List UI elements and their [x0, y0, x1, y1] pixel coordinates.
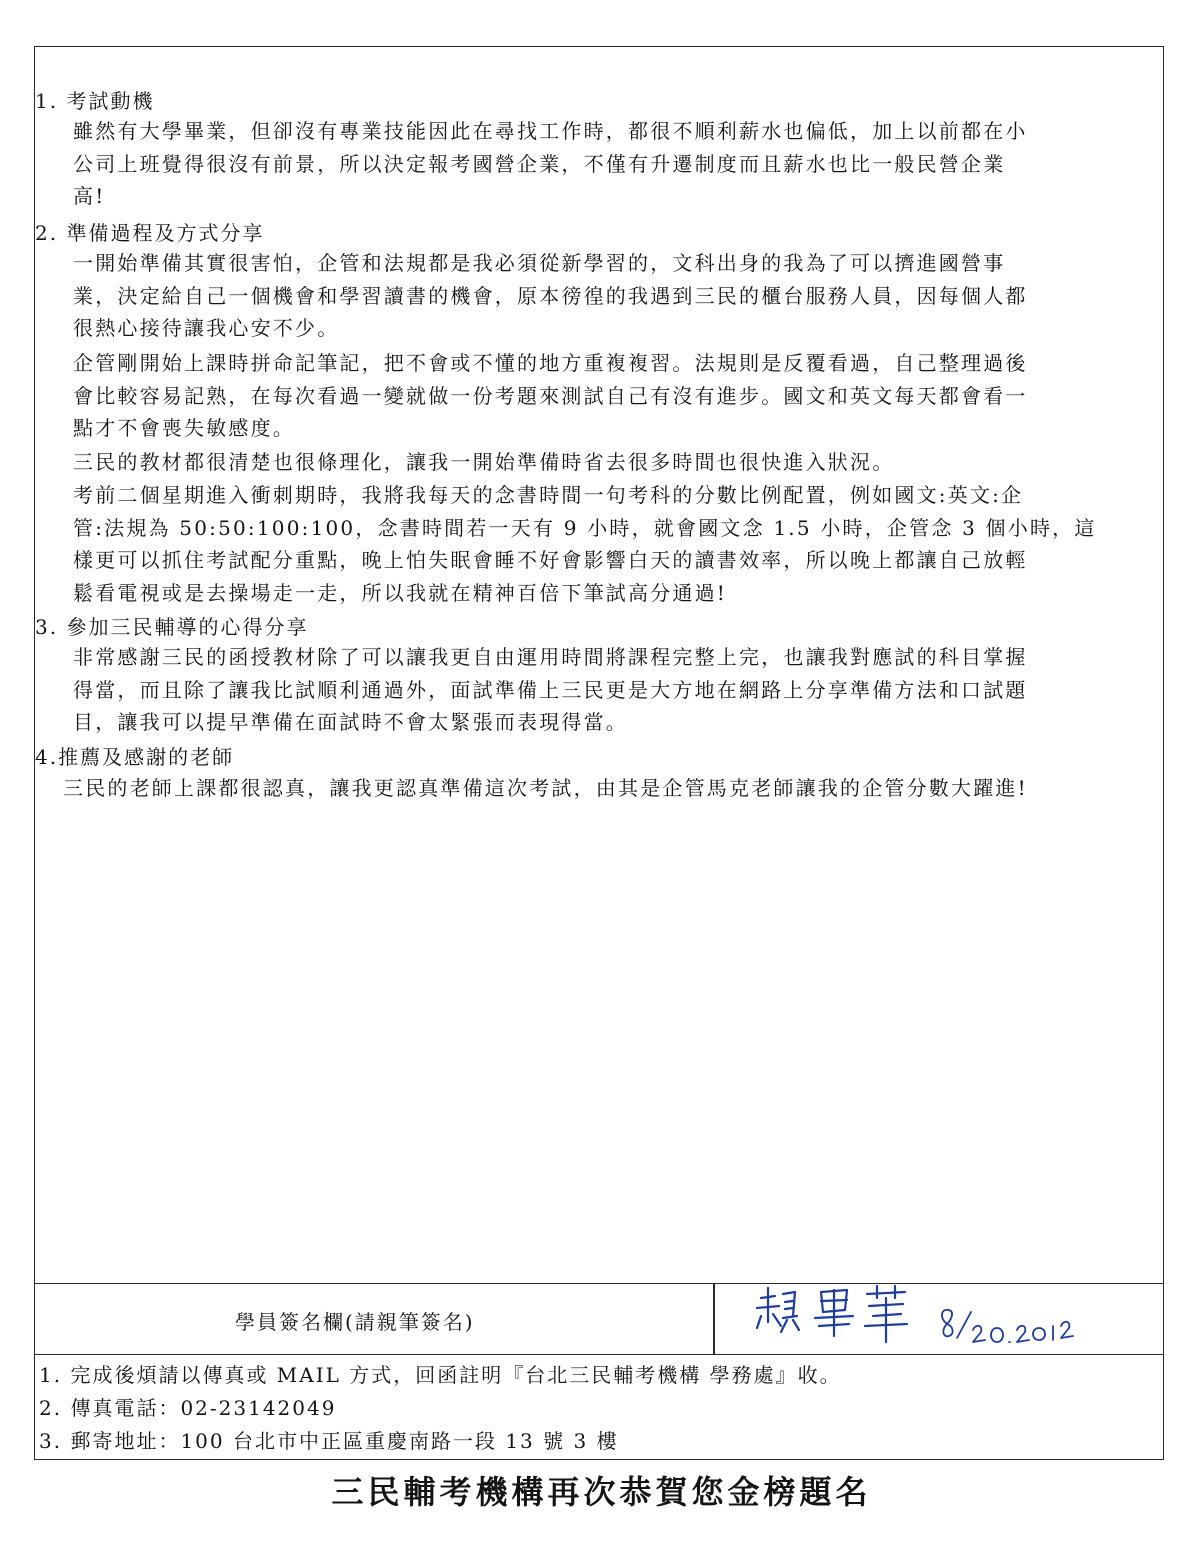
instruction-address: 3. 郵寄地址：100 台北市中正區重慶南路一段 13 號 3 樓 [39, 1429, 619, 1453]
paragraph-preparation-sprint: 考前二個星期進入衝刺期時，我將我每天的念書時間一句考科的分數比例配置，例如國文:英文:企 管:法規為 50:50:100:100，念書時間若一天有 9 小時，就會國文念 1.5 小時，企管念 3 個小時，這 樣更可以抓住考試配分重點，晚上怕失眠會睡不好會影響白天的讀書效率，所以晚上都讓自己放輕 鬆看電視或是去操場走一走，所以我就在精神百倍下筆試高分通過! [73, 483, 1097, 605]
paragraph-preparation-intro: 一開始準備其實很害怕，企管和法規都是我必須從新學習的，文科出身的我為了可以擠進國營事 業，決定給自己一個機會和學習讀書的機會，原本徬徨的我遇到三民的櫃台服務人員，因每個人都 很熱心接待讓我心安不少。 [73, 251, 1028, 341]
instruction-fax: 2. 傳真電話：02-23142049 [39, 1396, 337, 1420]
paragraph-motivation: 雖然有大學畢業，但卻沒有專業技能因此在尋找工作時，都很不順利薪水也偏低，加上以前都在小 公司上班覺得很沒有前景，所以決定報考國營企業，不僅有升遷制度而且薪水也比一般民營企業 高! [73, 119, 1028, 209]
section-heading-teachers: 4.推薦及感謝的老師 [35, 745, 235, 769]
paragraph-teachers: 三民的老師上課都很認真，讓我更認真準備這次考試，由其是企管馬克老師讓我的企管分數大躍進! [63, 776, 1028, 800]
signature-divider [713, 1284, 715, 1354]
signature-row [35, 1283, 1163, 1355]
instruction-return: 1. 完成後煩請以傳真或 MAIL 方式，回函註明『台北三民輔考機構 學務處』收。 [39, 1363, 842, 1387]
paragraph-experience: 非常感謝三民的函授教材除了可以讓我更自由運用時間將課程完整上完，也讓我對應試的科目掌握 得當，而且除了讓我比試順利通過外，面試準備上三民更是大方地在網路上分享準備方法和口試題 目，讓我可以提早準備在面試時不會太緊張而表現得當。 [73, 645, 1028, 735]
section-heading-preparation: 2. 準備過程及方式分享 [35, 221, 265, 245]
form-frame [34, 46, 1164, 1460]
section-heading-motivation: 1. 考試動機 [35, 89, 155, 113]
section-heading-experience: 3. 參加三民輔導的心得分享 [35, 615, 309, 639]
signature-label: 學員簽名欄(請親筆簽名) [235, 1310, 475, 1334]
paragraph-preparation-materials: 三民的教材都很清楚也很條理化，讓我一開始準備時省去很多時間也很快進入狀況。 [73, 450, 895, 474]
paragraph-preparation-study: 企管剛開始上課時拼命記筆記，把不會或不懂的地方重複複習。法規則是反覆看過，自己整理過後 會比較容易記熟，在每次看過一變就做一份考題來測試自己有沒有進步。國文和英文每天都會看一 點才不會喪失敏感度。 [73, 351, 1028, 441]
footer-title: 三民輔考機構再次恭賀您金榜題名 [331, 1473, 872, 1511]
handwritten-signature[interactable] [735, 1276, 1135, 1366]
